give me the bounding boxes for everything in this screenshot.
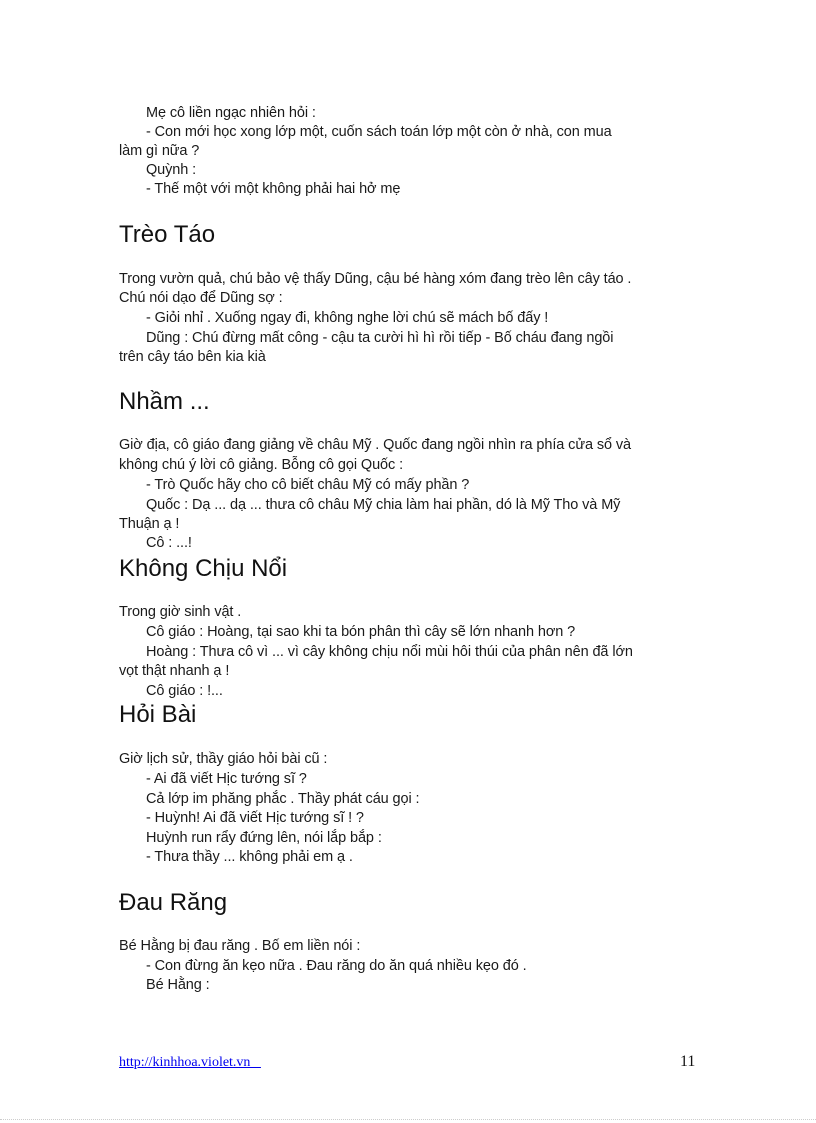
page-number: 11 (680, 1053, 696, 1070)
footer-link[interactable]: http://kinhhoa.violet.vn (119, 1055, 261, 1070)
paragraph-line: - Con mới học xong lớp một, cuốn sách toán lớp một còn ở nhà, con mua (146, 124, 612, 140)
paragraph-line: - Thưa thầy ... không phải em ạ . (146, 849, 353, 865)
paragraph-line: Bé Hằng : (146, 977, 210, 993)
section-heading: Đau Răng (119, 889, 228, 916)
paragraph-line: Thuận ạ ! (119, 516, 180, 532)
paragraph-line: Quỳnh : (146, 162, 197, 178)
paragraph-line: Chú nói dạo để Dũng sợ : (119, 290, 283, 306)
paragraph-line: Trong giờ sinh vật . (119, 604, 242, 620)
section-heading: Nhầm ... (119, 388, 210, 415)
paragraph-line: Giờ lịch sử, thầy giáo hỏi bài cũ : (119, 751, 328, 767)
paragraph-line: Dũng : Chú đừng mất công - cậu ta cười hì hì rồi tiếp - Bố cháu đang ngồi (146, 330, 614, 346)
section-heading: Hỏi Bài (119, 701, 197, 728)
paragraph-line: Huỳnh run rẩy đứng lên, nói lắp bắp : (146, 830, 382, 846)
paragraph-line: vọt thật nhanh ạ ! (119, 663, 230, 679)
paragraph-line: Cô giáo : Hoàng, tại sao khi ta bón phân thì cây sẽ lớn nhanh hơn ? (146, 624, 576, 640)
section-heading: Trèo Táo (119, 221, 216, 248)
paragraph-line: - Giỏi nhỉ . Xuống ngay đi, không nghe lời chú sẽ mách bố đấy ! (146, 310, 549, 326)
paragraph-line: - Ai đã viết Hịc tướng sĩ ? (146, 771, 307, 787)
paragraph-line: Hoàng : Thưa cô vì ... vì cây không chịu nổi mùi hôi thúi của phân nên đã lớn (146, 644, 633, 660)
paragraph-line: Cô giáo : !... (146, 683, 223, 699)
paragraph-line: làm gì nữa ? (119, 143, 200, 159)
paragraph-line: - Con đừng ăn kẹo nữa . Đau răng do ăn quá nhiều kẹo đó . (146, 958, 527, 974)
paragraph-line: Cả lớp im phăng phắc . Thầy phát cáu gọi : (146, 791, 420, 807)
paragraph-line: Quốc : Dạ ... dạ ... thưa cô châu Mỹ chia làm hai phần, dó là Mỹ Tho và Mỹ (146, 497, 621, 513)
paragraph-line: Trong vườn quả, chú bảo vệ thấy Dũng, cậu bé hàng xóm đang trèo lên cây táo . (119, 271, 632, 287)
paragraph-line: Mẹ cô liền ngạc nhiên hỏi : (146, 105, 316, 121)
paragraph-line: Bé Hằng bị đau răng . Bố em liền nói : (119, 938, 361, 954)
page-bottom-divider (0, 1119, 816, 1120)
section-heading: Không Chịu Nổi (119, 555, 288, 582)
paragraph-line: trên cây táo bên kia kià (119, 349, 266, 365)
paragraph-line: - Thế một với một không phải hai hở mẹ (146, 181, 401, 197)
paragraph-line: Cô : ...! (146, 535, 192, 551)
paragraph-line: Giờ địa, cô giáo đang giảng về châu Mỹ . Quốc đang ngồi nhìn ra phía cửa sổ và (119, 437, 631, 453)
paragraph-line: không chú ý lời cô giảng. Bỗng cô gọi Quốc : (119, 457, 404, 473)
paragraph-line: - Trò Quốc hãy cho cô biết châu Mỹ có mấy phần ? (146, 477, 470, 493)
paragraph-line: - Huỳnh! Ai đã viết Hịc tướng sĩ ! ? (146, 810, 364, 826)
